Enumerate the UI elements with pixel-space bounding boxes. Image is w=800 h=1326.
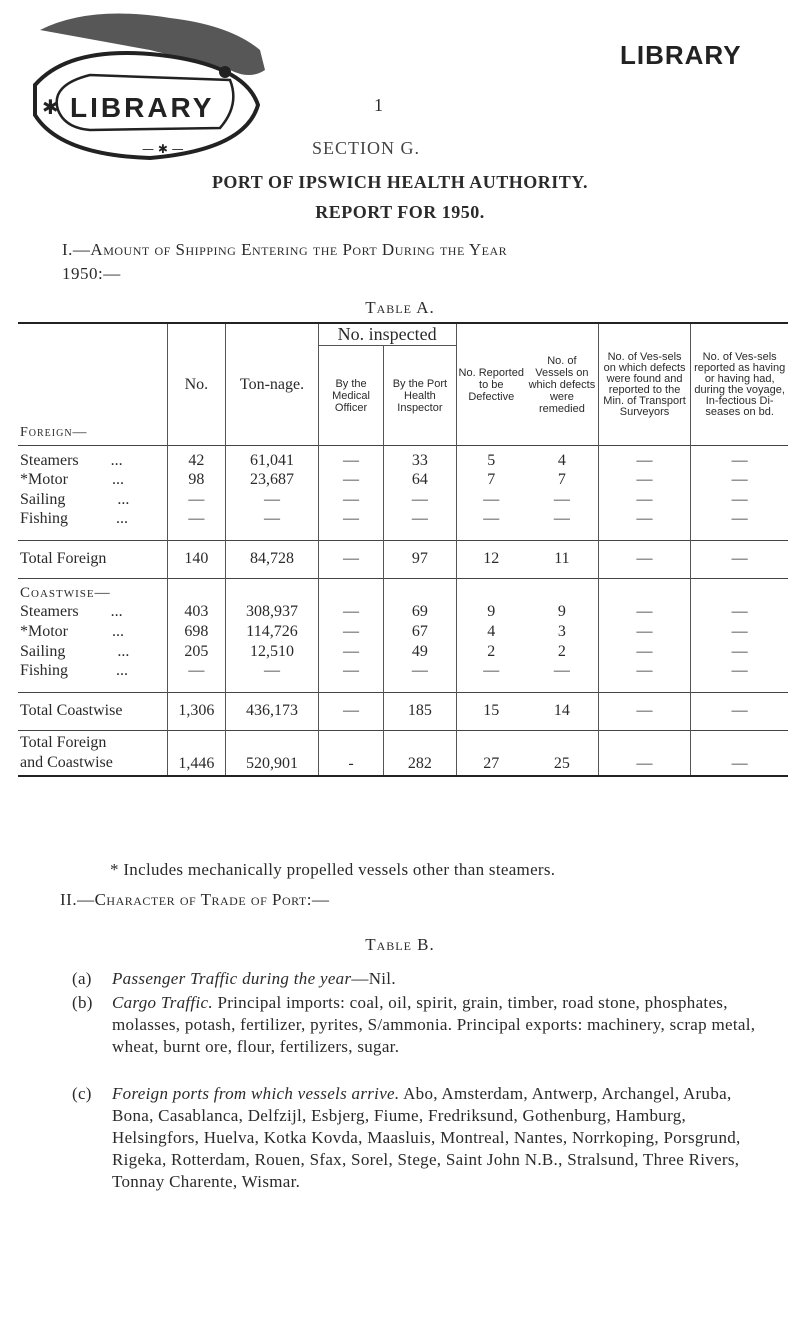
- page-number: 1: [374, 95, 383, 115]
- coastwise-label: Coastwise—: [18, 578, 167, 602]
- document-title: PORT OF IPSWICH HEALTH AUTHORITY.: [211, 172, 589, 192]
- table-row: *Motor ... 98 23,687 — 64 7 7 — —: [18, 470, 788, 490]
- part-2-heading: II.—Character of Trade of Port:—: [60, 890, 330, 909]
- header-reported: No. Reported to be Defective: [456, 323, 526, 446]
- item-passenger-traffic: (a) Passenger Traffic during the year—Nil.: [72, 969, 396, 988]
- table-row: Fishing ... — — — — — — — —: [18, 662, 788, 692]
- header-remedied: No. of Vessels on which defects were remedied: [528, 354, 596, 415]
- header-no: No.: [167, 323, 226, 446]
- section-label: SECTION G.: [312, 138, 420, 158]
- table-b-title: Table B.: [365, 935, 435, 954]
- total-foreign-row: Total Foreign 140 84,728 — 97 12 11 — —: [18, 540, 788, 578]
- library-stamp: [30, 10, 280, 160]
- table-row: Steamers ... 42 61,041 — 33 5 4 — —: [18, 446, 788, 471]
- header-transport: No. of Ves-sels on which defects were found and reported to the Min. of Transport Surveyors: [598, 323, 691, 446]
- table-row: Sailing ... — — — — — — — —: [18, 490, 788, 510]
- svg-text:— ✱ —: — ✱ —: [142, 142, 184, 156]
- part-1-heading: I.—Amount of Shipping Entering the Port During the Year 1950:—: [62, 240, 508, 283]
- footnote: * Includes mechanically propelled vessels other than steamers.: [110, 860, 556, 879]
- table-row: Steamers ... 403 308,937 — 69 9 9 — —: [18, 602, 788, 622]
- header-port-health: By the Port Health Inspector: [384, 346, 456, 446]
- header-diseases: No. of Ves-sels reported as having or having had, during the voyage, In-fectious Di-seases on bd.: [691, 323, 788, 446]
- foreign-label: Foreign—: [20, 425, 88, 440]
- item-cargo-traffic: (b) Cargo Traffic. Principal imports: coal, oil, spirit, grain, timber, road stone, phosphates, molasses, potash, fertilizer, pyrites, S/ammonia. Principal exports: machinery, scrap metal, wheat, burnt ore, flour, fertilizers, sugar.: [72, 993, 756, 1056]
- library-corner-stamp: LIBRARY: [620, 40, 742, 70]
- item-foreign-ports: (c) Foreign ports from which vessels arrive. Abo, Amsterdam, Antwerp, Archangel, Aruba, Bona, Casablanca, Delfzijl, Esbjerg, Fiume, Fredriksund, Gothenburg, Hamburg, Helsingfors, Huelva, Kotka Kovda, Maasluis, Montreal, Nantes, Norrkoping, Porsgrund, Rigeka, Rotterdam, Rouen, Sfax, Sorel, Stege, Saint John N.B., Stralsund, Three Rivers, Tonnay Charente, Wismar.: [72, 1084, 741, 1191]
- table-row: *Motor ... 698 114,726 — 67 4 3 — —: [18, 622, 788, 642]
- document-subtitle: REPORT FOR 1950.: [315, 202, 485, 222]
- header-medical: By the Medical Officer: [318, 346, 383, 446]
- table-a: [18, 322, 788, 777]
- svg-text:✱: ✱: [42, 95, 59, 119]
- svg-text:LIBRARY: LIBRARY: [70, 92, 215, 123]
- header-inspected: No. inspected: [318, 323, 456, 346]
- grand-total-row: Total Foreign and Coastwise 1,446 520,901 - 282 27 25 — —: [18, 730, 788, 776]
- total-coastwise-row: Total Coastwise 1,306 436,173 — 185 15 14 — —: [18, 692, 788, 730]
- header-tonnage: Ton-nage.: [226, 323, 319, 446]
- table-a-title: Table A.: [365, 298, 435, 317]
- table-row: Sailing ... 205 12,510 — 49 2 2 — —: [18, 642, 788, 662]
- table-row: Fishing ... — — — — — — — —: [18, 510, 788, 540]
